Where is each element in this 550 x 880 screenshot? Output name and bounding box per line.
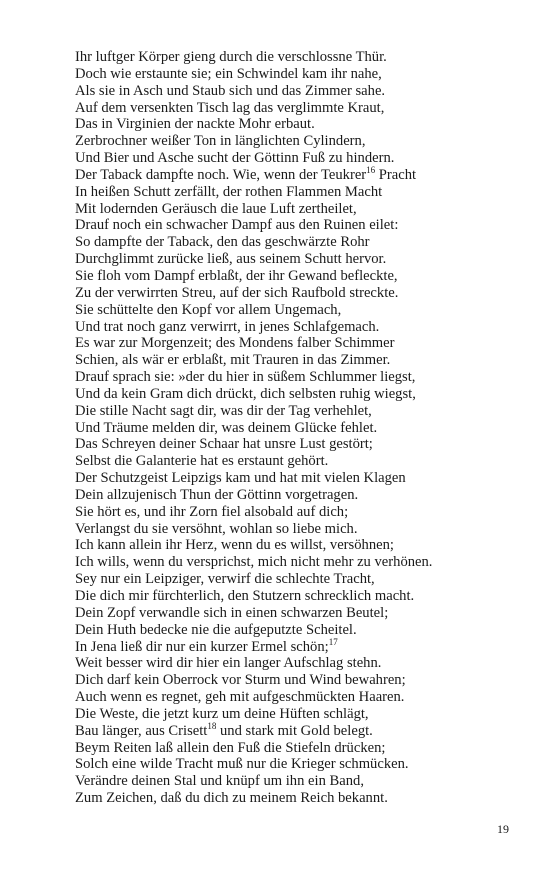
- verse-line: [75, 504, 515, 521]
- verse-text: Drauf noch ein schwacher Dampf aus den Ruinen eilet:: [75, 217, 399, 234]
- verse-line: [75, 150, 515, 167]
- verse-text: Dein Huth bedecke nie die aufgeputzte Scheitel.: [75, 621, 357, 638]
- verse-text: Auch wenn es regnet, geh mit aufgeschmückten Haaren.: [75, 689, 405, 706]
- verse-text: Der Schutzgeist Leipzigs kam und hat mit vielen Klagen: [75, 470, 406, 487]
- verse-text: Sie hört es, und ihr Zorn fiel alsobald auf dich;: [75, 503, 349, 520]
- verse-line: [75, 453, 515, 470]
- verse-line: [75, 470, 515, 487]
- verse-line: [75, 571, 515, 588]
- verse-text: Und da kein Gram dich drückt, dich selbsten ruhig wiegst,: [75, 385, 416, 402]
- verse-line: [75, 420, 515, 437]
- verse-line: [75, 588, 515, 605]
- verse-line: [75, 319, 515, 336]
- verse-text: Sie floh vom Dampf erblaßt, der ihr Gewand befleckte,: [75, 267, 398, 284]
- verse-line: [75, 66, 515, 83]
- verse-line: [75, 756, 515, 773]
- verse-line: [75, 521, 515, 538]
- verse-line: [75, 251, 515, 268]
- verse-line: [75, 706, 515, 723]
- verse-text: Zum Zeichen, daß du dich zu meinem Reich bekannt.: [75, 790, 388, 807]
- verse-text: Sey nur ein Leipziger, verwirf die schlechte Tracht,: [75, 571, 375, 588]
- verse-line: [75, 487, 515, 504]
- verse-line: [75, 201, 515, 218]
- verse-line: [75, 335, 515, 352]
- verse-text: Der Taback dampfte noch. Wie, wenn der Teukrer: [75, 166, 367, 183]
- verse-line: [75, 285, 515, 302]
- verse-text: Zu der verwirrten Streu, auf der sich Raufbold streckte.: [75, 284, 399, 301]
- verse-text: Verändre deinen Stal und knüpf um ihn ein Band,: [75, 773, 364, 790]
- verse-text: Beym Reiten laß allein den Fuß die Stiefeln drücken;: [75, 739, 386, 756]
- verse-line: [75, 83, 515, 100]
- verse-text: Durchglimmt zurücke ließ, aus seinem Schutt hervor.: [75, 251, 387, 268]
- verse-line: [75, 133, 515, 150]
- verse-line: [75, 268, 515, 285]
- verse-text: So dampfte der Taback, den das geschwärzte Rohr: [75, 234, 370, 251]
- verse-line: [75, 672, 515, 689]
- verse-line: [75, 720, 515, 740]
- verse-text: Drauf sprach sie: »der du hier in süßem Schlummer liegst,: [75, 369, 416, 386]
- verse-line: [75, 164, 515, 184]
- verse-text: Das in Virginien der nackte Mohr erbaut.: [75, 116, 315, 133]
- footnote-marker[interactable]: 17: [328, 636, 338, 647]
- verse-text: Und Bier und Asche sucht der Göttinn Fuß zu hindern.: [75, 150, 395, 167]
- verse-line: [75, 100, 515, 117]
- verse-text: Es war zur Morgenzeit; des Mondens falber Schimmer: [75, 335, 395, 352]
- footnote-marker[interactable]: 16: [366, 164, 376, 175]
- verse-line: [75, 537, 515, 554]
- verse-line: [75, 655, 515, 672]
- verse-line: [75, 636, 515, 656]
- verse-text-after-footnote: und stark mit Gold belegt.: [216, 722, 373, 739]
- verse-text: Dich darf kein Oberrock vor Sturm und Wind bewahren;: [75, 672, 406, 689]
- verse-text: Solch eine wilde Tracht muß nur die Krieger schmücken.: [75, 756, 409, 773]
- verse-text: Auf dem versenkten Tisch lag das verglimmte Kraut,: [75, 99, 385, 116]
- verse-line: [75, 622, 515, 639]
- verse-line: [75, 773, 515, 790]
- verse-text: Als sie in Asch und Staub sich und das Zimmer sahe.: [75, 82, 386, 99]
- verse-text: Dein Zopf verwandle sich in einen schwarzen Beutel;: [75, 604, 389, 621]
- verse-text: Doch wie erstaunte sie; ein Schwindel kam ihr nahe,: [75, 65, 382, 82]
- verse-line: [75, 403, 515, 420]
- verse-line: [75, 436, 515, 453]
- verse-text: Ich wills, wenn du versprichst, mich nicht mehr zu verhönen.: [75, 554, 433, 571]
- verse-text: Zerbrochner weißer Ton in länglichten Cylindern,: [75, 133, 366, 150]
- verse-text: Ihr luftger Körper gieng durch die verschlossne Thür.: [75, 49, 387, 65]
- verse-line: [75, 740, 515, 757]
- verse-text: Und Träume melden dir, was deinem Glücke fehlet.: [75, 419, 378, 436]
- verse-text: Ich kann allein ihr Herz, wenn du es willst, versöhnen;: [75, 537, 394, 554]
- verse-line: [75, 234, 515, 251]
- verse-line: [75, 689, 515, 706]
- verse-line: [75, 554, 515, 571]
- poem-page: [75, 49, 515, 807]
- verse-line: [75, 217, 515, 234]
- verse-text: Selbst die Galanterie hat es erstaunt gehört.: [75, 453, 329, 470]
- verse-line: [75, 369, 515, 386]
- verse-text-after-footnote: Pracht: [375, 166, 417, 183]
- verse-line: [75, 49, 515, 66]
- verse-text: Die stille Nacht sagt dir, was dir der Tag verhehlet,: [75, 402, 372, 419]
- verse-text: Die Weste, die jetzt kurz um deine Hüften schlägt,: [75, 705, 369, 722]
- verse-line: [75, 116, 515, 133]
- verse-text: Sie schüttelte den Kopf vor allem Ungemach,: [75, 301, 342, 318]
- verse-text: Mit lodernden Geräusch die laue Luft zertheilet,: [75, 200, 357, 217]
- verse-line: [75, 352, 515, 369]
- verse-text: Schien, als wär er erblaßt, mit Trauren in das Zimmer.: [75, 352, 391, 369]
- page-number: 19: [497, 822, 509, 836]
- verse-line: [75, 302, 515, 319]
- verse-text: Die dich mir fürchterlich, den Stutzern schrecklich macht.: [75, 588, 415, 604]
- verse-line: [75, 184, 515, 201]
- verse-line: [75, 386, 515, 403]
- verse-text: In Jena ließ dir nur ein kurzer Ermel schön;: [75, 638, 329, 655]
- verse-block: [75, 49, 515, 807]
- footnote-marker[interactable]: 18: [207, 720, 217, 731]
- verse-line: [75, 790, 515, 807]
- verse-line: [75, 605, 515, 622]
- verse-text: Dein allzujenisch Thun der Göttinn vorgetragen.: [75, 486, 359, 503]
- verse-text: Das Schreyen deiner Schaar hat unsre Lust gestört;: [75, 436, 373, 453]
- verse-text: Und trat noch ganz verwirrt, in jenes Schlafgemach.: [75, 318, 380, 335]
- verse-text: Weit besser wird dir hier ein langer Aufschlag stehn.: [75, 655, 382, 672]
- verse-text: Bau länger, aus Crisett: [75, 722, 208, 739]
- verse-text: In heißen Schutt zerfällt, der rothen Flammen Macht: [75, 183, 383, 200]
- verse-text: Verlangst du sie versöhnt, wohlan so liebe mich.: [75, 520, 358, 537]
